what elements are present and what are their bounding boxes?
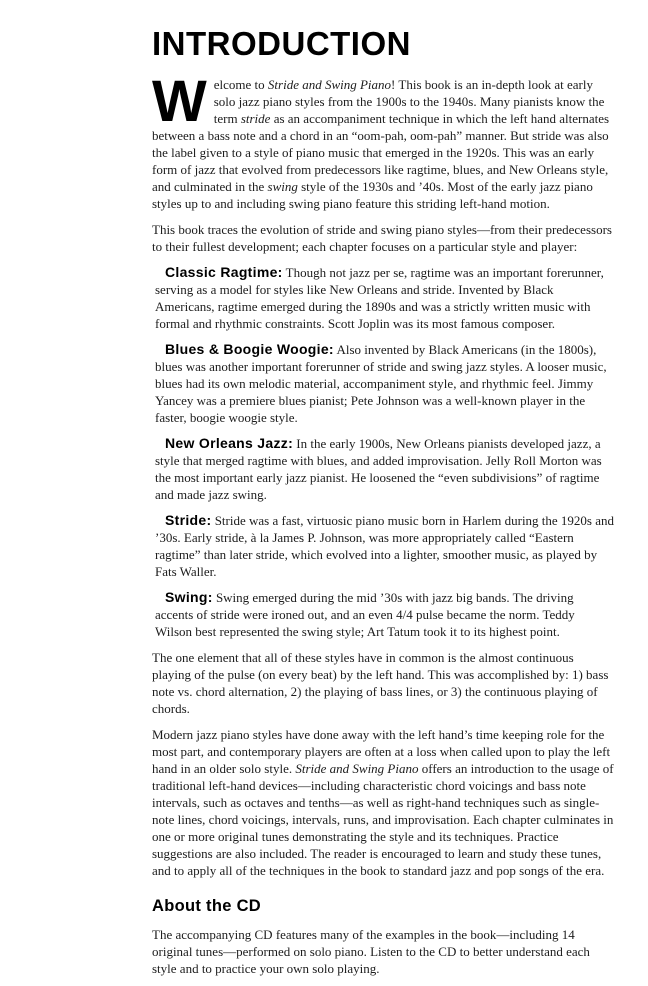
text-segment: as an accompaniment technique in which the left hand alternates between a bass note and a chord in an “oom-pah, oom-pah” manner. But stride was also the label given to a style of piano music that emerged in the 1920s. This was an early form of jazz that evolved from predecessors like ragtime, blues, and New Orleans style, and culminated in the	[152, 111, 610, 194]
intro-paragraph	[152, 69, 614, 212]
section-heading: Blues & Boogie Woogie:	[165, 341, 334, 357]
modern-styles-paragraph	[152, 726, 614, 879]
text-segment: ! This book is an in-depth look at early solo jazz piano styles from the 1900s to the 1940s. Many pianists know the term	[213, 77, 605, 126]
style-section	[155, 435, 614, 503]
section-heading: Stride:	[165, 512, 212, 528]
book-page-content	[152, 26, 614, 986]
intro-text	[152, 69, 610, 211]
text-segment: stride	[240, 111, 271, 126]
page-title: INTRODUCTION	[152, 25, 411, 62]
text-segment: style of the 1930s and ’40s. Most of the early jazz piano styles up to and including swing piano feature this striding left-hand motion.	[152, 179, 593, 211]
dropcap-letter: W	[152, 69, 207, 134]
text-segment: The accompanying CD features many of the examples in the book—including 14 original tunes—performed on solo piano. Listen to the CD to better understand each style and to practice your own solo playing.	[152, 927, 590, 976]
text-segment: swing	[267, 179, 298, 194]
common-element-paragraph	[152, 649, 614, 717]
text-segment: elcome to	[213, 77, 268, 92]
style-section	[155, 512, 614, 580]
text-segment: Stride and Swing Piano	[295, 761, 419, 776]
text-segment: Modern jazz piano styles have done away with the left hand’s time keeping role for the most part, and contemporary players are often at a loss when called upon to play the left hand in an older solo style.	[152, 727, 611, 776]
text-segment: The one element that all of these styles have in common is the almost continuous playing of the pulse (on every beat) by the left hand. This was accomplished by: 1) bass note vs. chord alternation, 2) the playing of bass lines, or 3) the continuous playing of chords.	[152, 650, 609, 716]
text-segment: Stride and Swing Piano	[267, 77, 392, 92]
text-segment: This book traces the evolution of stride and swing piano styles—from their predecessors to their fullest development; each chapter focuses on a particular style and player:	[152, 222, 612, 254]
section-heading: Classic Ragtime:	[165, 264, 283, 280]
overview-paragraph	[152, 221, 614, 255]
section-heading: Swing:	[165, 589, 213, 605]
section-body: Stride was a fast, virtuosic piano music born in Harlem during the 1920s and ’30s. Early stride, à la James P. Johnson, was more appropriately called “Eastern ragtime” than later stride, which evolved into a lighter, smoother music, as played by Fats Waller.	[155, 513, 615, 579]
about-cd-heading: About the CD	[152, 897, 261, 915]
section-heading: New Orleans Jazz:	[165, 435, 294, 451]
section-body: In the early 1900s, New Orleans pianists developed jazz, a style that merged ragtime with blues, and added improvisation. Jelly Roll Morton was the most important early jazz pianist. He loosened the “even subdivisions” of ragtime and made jazz swing.	[155, 436, 602, 502]
style-section	[155, 589, 614, 640]
section-body: Swing emerged during the mid ’30s with jazz big bands. The driving accents of stride were ironed out, and an even 4/4 pulse became the norm. Teddy Wilson best represented the swing style; Art Tatum took it to its highest point.	[155, 590, 575, 639]
style-section	[155, 341, 614, 426]
cd-paragraph	[152, 926, 614, 977]
section-body: Also invented by Black Americans (in the 1800s), blues was another important forerunner of stride and swing jazz styles. A looser music, blues had its own melodic material, accompaniment style, and rhythmic feel. Jimmy Yancey was a premiere blues pianist; Pete Johnson was a well-known player in the faster, boogie woogie style.	[155, 342, 607, 425]
style-section	[155, 264, 614, 332]
text-segment: offers an introduction to the usage of traditional left-hand devices—including characteristic chord voicings and bass note intervals, such as octaves and tenths—as well as right-hand techniques such as single-note lines, chord voicings, intervals, runs, and improvisation. Each chapter culminates in one or more original tunes demonstrating the style and its techniques. Practice suggestions are also included. The reader is encouraged to learn and study these tunes, and to apply all of the techniques in the book to standard jazz and pop songs of the era.	[152, 761, 614, 878]
section-body: Though not jazz per se, ragtime was an important forerunner, serving as a model for styles like New Orleans and stride. Invented by Black Americans, ragtime emerged during the 1890s and was a strictly written music with formal and rhythmic constraints. Scott Joplin was its most famous composer.	[155, 265, 604, 331]
style-sections	[152, 264, 614, 640]
